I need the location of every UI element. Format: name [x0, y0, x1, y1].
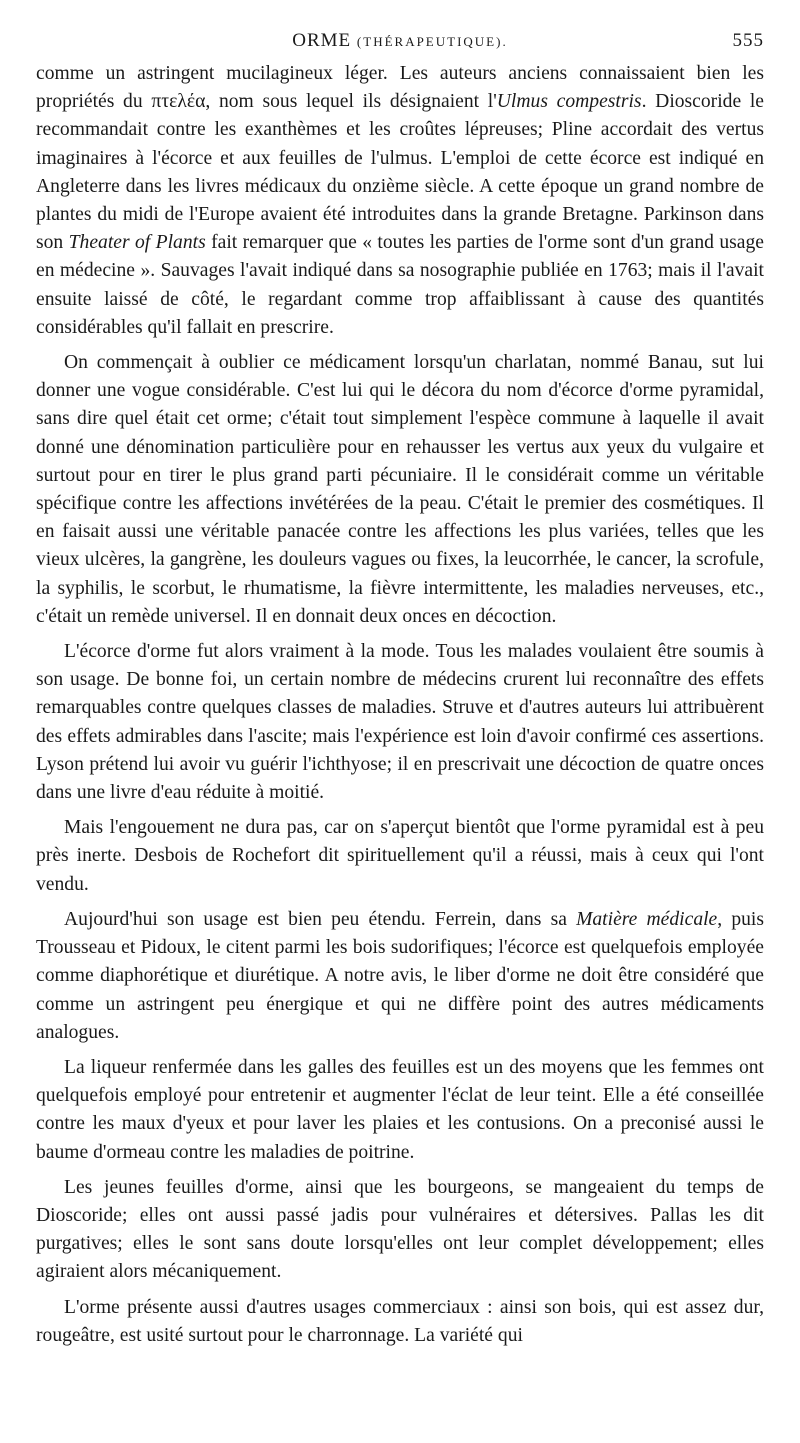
text-run: Mais l'engouement ne dura pas, car on s'aperçut bientôt que l'orme pyramidal est à peu près inerte. Desbois de Rochefort dit spirituellement qu'il a réussi, mais à ceux qui l'ont vendu. — [36, 817, 764, 895]
italic-title: Matière médicale — [576, 908, 718, 930]
running-title — [36, 30, 764, 52]
text-run: . Dioscoride le recommandait contre les exanthèmes et les croûtes lépreuses; Pline accordait des vertus imaginaires à l'écorce et aux feuilles de l'ulmus. L'emploi de cette écorce est indiqué en Angleterre dans les livres médicaux du onzième siècle. A cette époque un grand nombre de plantes du midi de l'Europe avaient été introduites dans la grande Bretagne. Parkinson dans son — [36, 91, 764, 254]
body-text — [36, 60, 764, 1350]
paragraph — [36, 1294, 764, 1350]
paragraph — [36, 349, 764, 631]
text-run: La liqueur renfermée dans les galles des feuilles est un des moyens que les femmes ont quelquefois employé pour entretenir et augmenter l'éclat de leur teint. Elle a été conseillée contre les maux d'yeux et pour laver les plaies et les contusions. On a preconisé aussi le baume d'ormeau contre les maladies de poitrine. — [36, 1056, 764, 1163]
paragraph — [36, 906, 764, 1047]
italic-title: Ulmus compestris — [496, 91, 642, 113]
text-run: Aujourd'hui son usage est bien peu étendu. Ferrein, dans sa — [64, 908, 577, 930]
paragraph — [36, 1174, 764, 1287]
text-run: Les jeunes feuilles d'orme, ainsi que les bourgeons, se mangeaient du temps de Dioscoride; elles ont aussi passé jadis pour vulnéraires et détersives. Pallas les dit purgatives; elles le sont sans doute lorsqu'elles ont leur complet développement; elles agiraient alors mécaniquement. — [36, 1176, 764, 1283]
text-run: On commençait à oublier ce médicament lorsqu'un charlatan, nommé Banau, sut lui donner une vogue considérable. C'est lui qui le décora du nom d'écorce d'orme pyramidal, sans dire quel était cet orme; c'était tout simplement l'espèce commune à laquelle il avait donné une dénomination particulière pour en rehausser les vertus aux yeux du vulgaire et surtout pour en tirer le plus grand parti pécuniaire. Il le considérait comme un véritable spécifique contre les affections invétérées de la peau. C'était le premier des cosmétiques. Il en faisait aussi une véritable panacée contre les affections les plus variées, telles que les vieux ulcères, la gangrène, les douleurs vagues ou fixes, la leucorrhée, le cancer, la scrofule, la syphilis, le scorbut, le rhumatisme, la fièvre intermittente, les maladies nerveuses, etc., c'était un remède universel. Il en donnait deux onces en décoction. — [36, 352, 764, 627]
paragraph — [36, 638, 764, 807]
text-run: , puis Trousseau et Pidoux, le citent parmi les bois sudorifiques; l'écorce est quelquefois employée comme diaphorétique et diurétique. A notre avis, le liber d'orme ne doit être considéré que comme un astringent peu énergique et qui ne diffère point des autres médicaments analogues. — [36, 908, 764, 1043]
text-run: L'orme présente aussi d'autres usages commerciaux : ainsi son bois, qui est assez dur, rougeâtre, est usité surtout pour le charronnage. La variété qui — [36, 1296, 764, 1346]
text-run: comme un astringent mucilagineux léger. Les auteurs anciens connaissaient bien les propriétés du πτελέα, nom sous lequel ils désignaient l' — [36, 63, 764, 113]
running-title-subtitle: (THÉRAPEUTIQUE). — [356, 34, 508, 49]
italic-title: Theater of Plants — [68, 232, 206, 254]
paragraph — [36, 1054, 764, 1167]
text-run: L'écorce d'orme fut alors vraiment à la mode. Tous les malades voulaient être soumis à son usage. De bonne foi, un certain nombre de médecins crurent lui reconnaître des effets remarquables contre quelques classes de maladies. Struve et d'autres auteurs lui attribuèrent des effets admirables dans l'ascite; mais l'expérience est loin d'avoir confirmé ces assertions. Lyson prétend lui avoir vu guérir l'ichthyose; il en prescrivait une décoction de quatre onces dans une livre d'eau réduite à moitié. — [36, 641, 764, 804]
running-head — [36, 28, 764, 60]
paragraph — [36, 814, 764, 899]
running-title-main: ORME — [292, 30, 352, 51]
page-number: 555 — [732, 30, 764, 51]
text-run: fait remarquer que « toutes les parties de l'orme sont d'un grand usage en médecine ». Sauvages l'avait indiqué dans sa nosographie publiée en 1763; mais il l'avait ensuite laissé de côté, le regardant comme trop affaiblissant à cause des quantités considérables qu'il fallait en prescrire. — [36, 232, 764, 338]
paragraph — [36, 60, 764, 342]
